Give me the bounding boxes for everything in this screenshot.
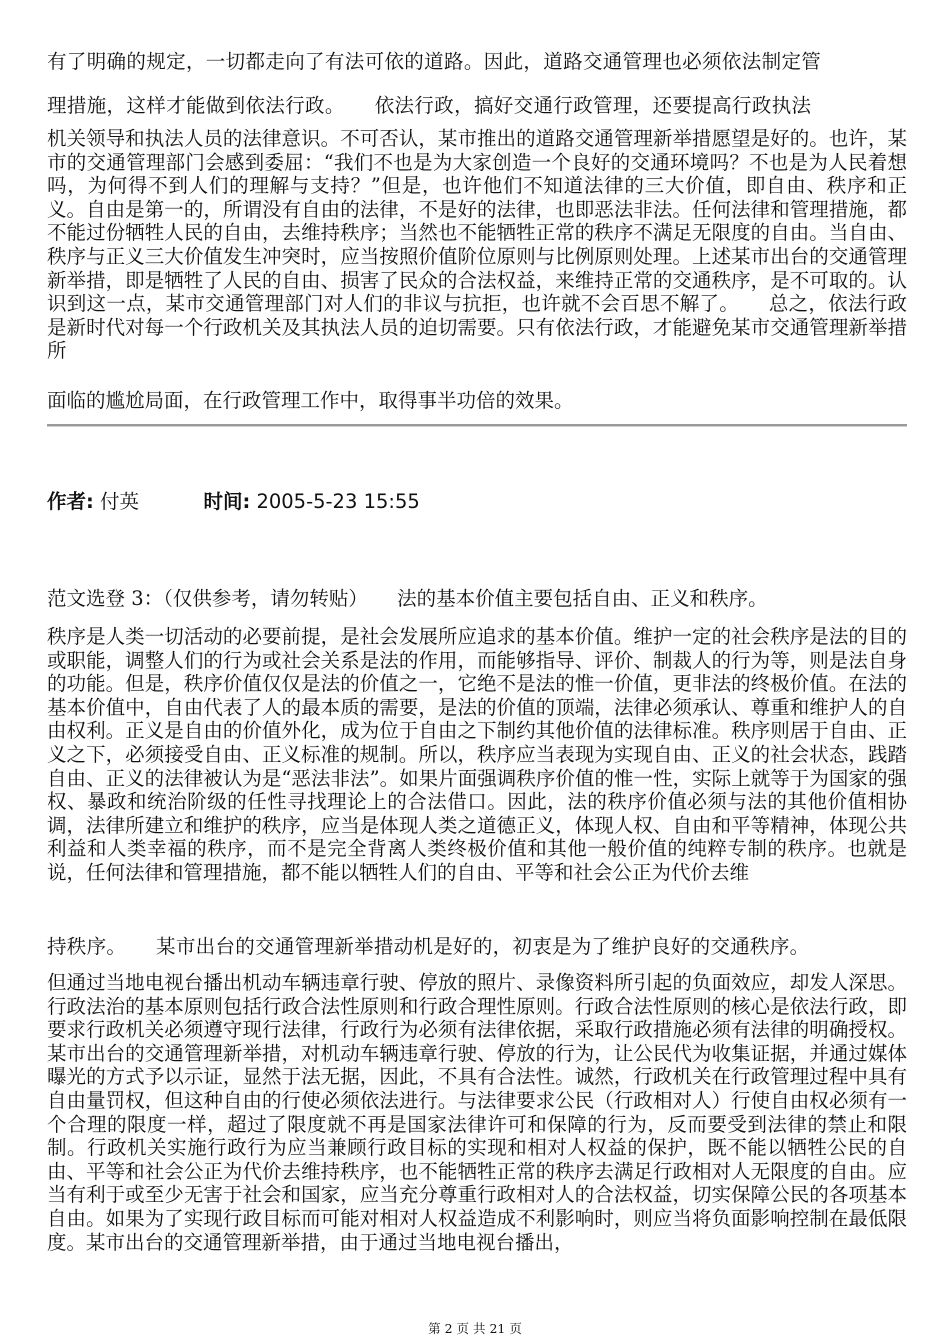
author-name: 付英 [100, 490, 140, 513]
paragraph-block: 秩序是人类一切活动的必要前提，是社会发展所应追求的基本价值。维护一定的社会秩序是法的目的或职能，调整人们的行为或社会关系是法的作用，而能够指导、评价、制裁人的行为等，则是法自身的功能。但是，秩序价值仅仅是法的价值之一，它绝不是法的惟一价值，更非法的终极价值。在法的基本价值中，自由代表了人的最本质的需要，是法的价值的顶端，法律必须承认、尊重和维护人的自由权利。正义是自由的价值外化，成为位于自由之下制约其他价值的法律标准。秩序则居于自由、正义之下，必须接受自由、正义标准的规制。所以，秩序应当表现为实现自由、正义的社会状态，践踏自由、正义的法律被认为是“恶法非法”。如果片面强调秩序价值的惟一性，实际上就等于为国家的强权、暴政和统治阶级的任性寻找理论上的合法借口。因此，法的秩序价值必须与法的其他价值相协调，法律所建立和维护的秩序，应当是体现人类之道德正义，体现人权、自由和平等精神，体现公共利益和人类幸福的秩序，而不是完全背离人类终极价值和其他一般价值的纯粹专制的秩序。也就是说，任何法律和管理措施，都不能以牺牲人们的自由、平等和社会公正为代价去维 [47, 625, 907, 884]
paragraph-line: 有了明确的规定，一切都走向了有法可依的道路。因此，道路交通管理也必须依法制定管 [47, 50, 822, 73]
post-time: 2005-5-23 15:55 [256, 490, 420, 513]
paragraph-block: 机关领导和执法人员的法律意识。不可否认，某市推出的道路交通管理新举措愿望是好的。也许，某市的交通管理部门会感到委屈：“我们不也是为大家创造一个良好的交通环境吗？不也是为人民着想吗，为何得不到人们的理解与支持？”但是，也许他们不知道法律的三大价值，即自由、秩序和正义。自由是第一的，所谓没有自由的法律，不是好的法律，也即恶法非法。任何法律和管理措施，都不能过份牺牲人民的自由，去维持秩序；当然也不能牺牲正常的秩序不满足无限度的自由。当自由、秩序与正义三大价值发生冲突时，应当按照价值阶位原则与比例原则处理。上述某市出台的交通管理新举措，即是牺牲了人民的自由、损害了民众的合法权益，来维持正常的交通秩序，是不可取的。认识到这一点，某市交通管理部门对人们的非议与抗拒，也许就不会百思不解了。 总之，依法行政是新时代对每一个行政机关及其执法人员的迫切需要。只有依法行政，才能避免某市交通管理新举措所 [47, 127, 907, 363]
section-heading: 范文选登 3：（仅供参考，请勿转贴） 法的基本价值主要包括自由、正义和秩序。 [47, 587, 768, 610]
paragraph-line: 理措施，这样才能做到依法行政。 依法行政，搞好交通行政管理，还要提高行政执法 [47, 94, 812, 117]
time-label: 时间: [203, 490, 251, 513]
post-meta [47, 486, 420, 514]
author-label: 作者: [47, 490, 94, 513]
paragraph-line: 持秩序。 某市出台的交通管理新举措动机是好的，初衷是为了维护良好的交通秩序。 [47, 935, 810, 958]
paragraph-block: 但通过当地电视台播出机动车辆违章行驶、停放的照片、录像资料所引起的负面效应，却发人深思。行政法治的基本原则包括行政合法性原则和行政合理性原则。行政合法性原则的核心是依法行政，即要求行政机关必须遵守现行法律，行政行为必须有法律依据，采取行政措施必须有法律的明确授权。某市出台的交通管理新举措，对机动车辆违章行驶、停放的行为，让公民代为收集证据，并通过媒体曝光的方式予以示证，显然于法无据，因此，不具有合法性。诚然，行政机关在行政管理过程中具有自由量罚权，但这种自由的行使必须依法进行。与法律要求公民（行政相对人）行使自由权必须有一个合理的限度一样，超过了限度就不再是国家法律许可和保障的行为，反而要受到法律的禁止和限制。行政机关实施行政行为应当兼顾行政目标的实现和相对人权益的保护，既不能以牺牲公民的自由、平等和社会公正为代价去维持秩序，也不能牺牲正常的秩序去满足行政相对人无限度的自由。应当有利于或至少无害于社会和国家，应当充分尊重行政相对人的合法权益，切实保障公民的各项基本自由。如果为了实现行政目标而可能对相对人权益造成不利影响时，则应当将负面影响控制在最低限度。某市出台的交通管理新举措，由于通过当地电视台播出， [47, 971, 907, 1254]
page-footer: 第 2 页 共 21 页 [428, 1321, 522, 1336]
paragraph-line: 面临的尴尬局面，在行政管理工作中，取得事半功倍的效果。 [47, 389, 574, 412]
horizontal-divider [47, 424, 907, 427]
